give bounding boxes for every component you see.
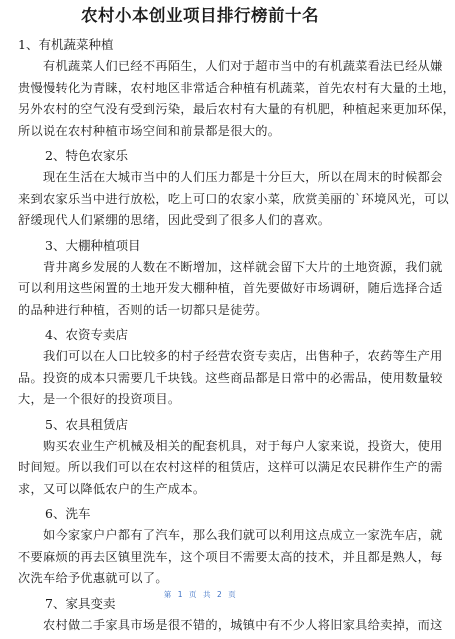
section-heading: 4、农资专卖店 <box>45 327 128 342</box>
paragraph-line: 次洗车给予优惠就可以了。 <box>18 571 168 585</box>
total-label: 共 <box>203 590 211 599</box>
section-paragraph <box>18 615 443 637</box>
paragraph-line: 我们可以在人口比较多的村子经营农资专卖店，出售种子，农药等生产用 <box>43 349 443 363</box>
paragraph-line: 品。投资的成本只需要几千块钱。这些商品都是日常中的必需品，使用数量较 <box>18 370 443 385</box>
page-footer <box>0 589 400 600</box>
paragraph-line: 如今家家户户都有了汽车，那么我们就可以利用这点成立一家洗车店，就 <box>43 528 443 542</box>
paragraph-line: 有机蔬菜人们已经不再陌生，人们对于超市当中的有机蔬菜看法已经从嫌 <box>43 59 443 73</box>
current-page-number: 1 <box>177 590 183 599</box>
total-pages-number: 2 <box>217 590 223 599</box>
section-heading: 2、特色农家乐 <box>45 148 128 163</box>
total-unit: 页 <box>228 590 237 599</box>
paragraph-line: 的品种进行种植，否则的话一切都只是徒劳。 <box>18 302 268 317</box>
paragraph-line: 购买农业生产机械及相关的配套机具，对于每户人家来说，投资大，使用 <box>43 438 443 453</box>
paragraph-line: 求，又可以降低农户的生产成本。 <box>18 481 206 496</box>
paragraph-line: 背井离乡发展的人数在不断增加，这样就会留下大片的土地资源，我们就 <box>43 259 443 274</box>
section-heading: 3、大棚种植项目 <box>45 237 141 253</box>
document-title: 农村小本创业项目排行榜前十名 <box>81 6 319 25</box>
section-heading: 6、洗车 <box>45 506 91 521</box>
section-paragraph <box>18 436 443 501</box>
page-label: 第 <box>163 590 172 599</box>
section-paragraph <box>18 346 443 411</box>
section-heading: 5、农具租赁店 <box>45 416 128 432</box>
section-paragraph <box>18 257 443 322</box>
paragraph-line: 不要麻烦的再去区镇里洗车，这个项目不需要太高的技术，并且都是熟人，每 <box>18 549 443 564</box>
section-heading: 7、家具变卖 <box>45 595 116 611</box>
section-paragraph <box>18 56 455 142</box>
document-body <box>18 34 455 639</box>
paragraph-line: 另外农村的空气没有受到污染，最后农村有大量的有机肥，种植起来更加环保， <box>18 102 455 116</box>
paragraph-line: 农村做二手家具市场是很不错的，城镇中有不少人将旧家具给卖掉，而这 <box>43 617 443 632</box>
page-unit: 页 <box>189 590 197 599</box>
paragraph-line: 时间短。所以我们可以在农村这样的租赁店，这样可以满足农民耕作生产的需 <box>18 460 443 474</box>
paragraph-line: 来到农家乐当中进行放松，吃上可口的农家小菜，欣赏美丽的`环境风光，可以 <box>18 191 449 206</box>
paragraph-line: 可以利用这些闲置的土地开发大棚种植，首先要做好市场调研，随后选择合适 <box>18 281 443 295</box>
paragraph-line: 所以说在农村种植市场空间和前景都是很大的。 <box>18 123 281 138</box>
section-paragraph <box>18 525 443 590</box>
paragraph-line: 大，是一个很好的投资项目。 <box>18 392 181 406</box>
section-paragraph <box>18 167 449 232</box>
section-heading: 1、有机蔬菜种植 <box>18 37 114 52</box>
paragraph-line: 贵慢慢转化为青睐，农村地区非常适合种植有机蔬菜，首先农村有大量的土地， <box>18 80 455 95</box>
paragraph-line: 现在生活在大城市当中的人们压力都是十分巨大，所以在周末的时候都会 <box>43 170 443 184</box>
paragraph-line: 舒缓现代人们紧绷的思绪，因此受到了很多人们的喜欢。 <box>18 213 331 227</box>
